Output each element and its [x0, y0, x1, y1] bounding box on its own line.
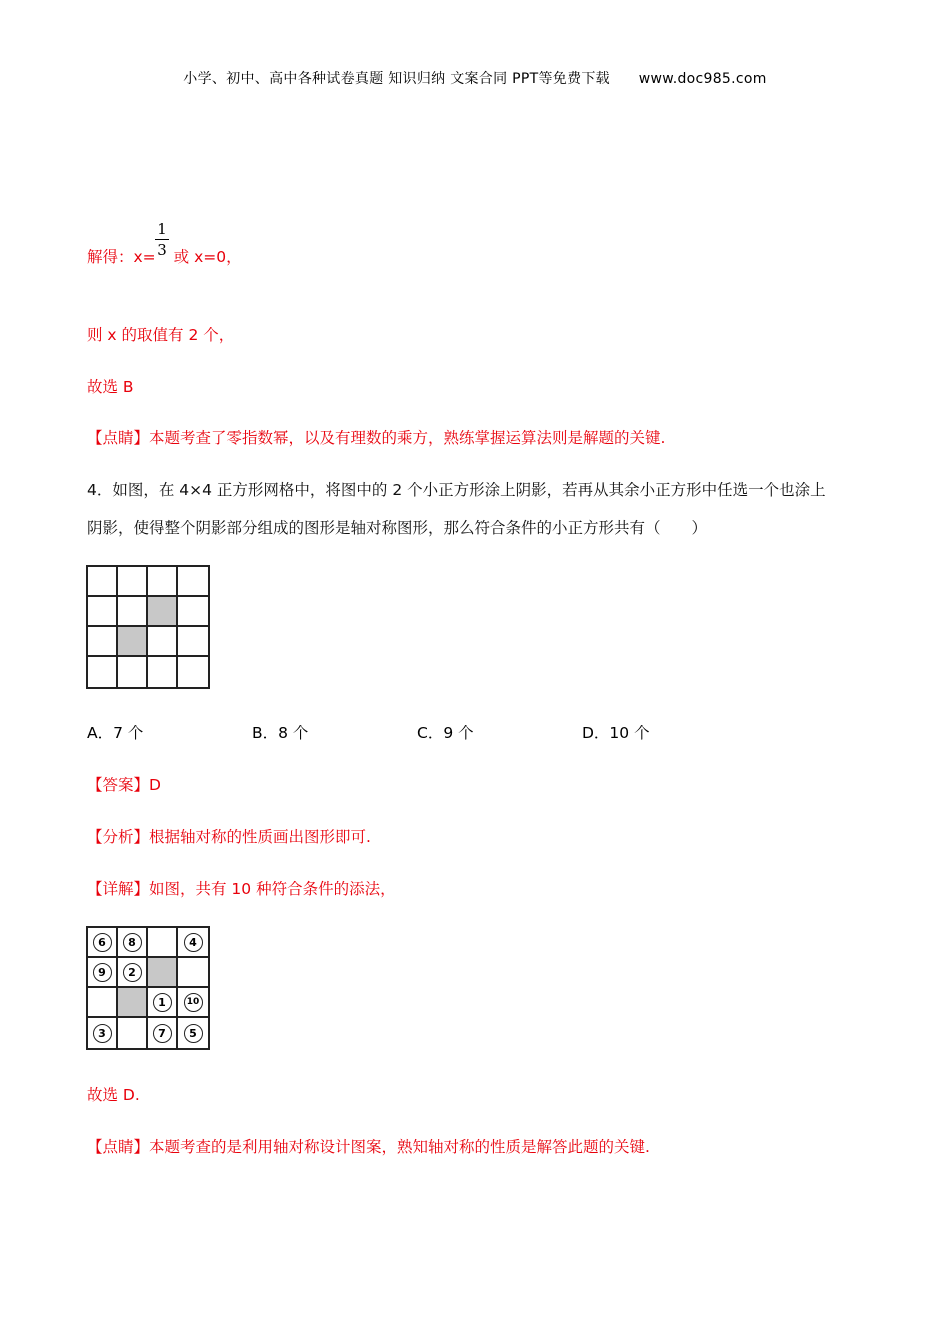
option-b[interactable]: B．8 个: [252, 724, 309, 742]
grid-cell-shaded: [148, 958, 178, 988]
circled-number: 1: [153, 993, 172, 1012]
grid-cell: [148, 567, 178, 597]
comment-line-prev: 【点睛】本题考查了零指数幂，以及有理数的乘方，熟练掌握运算法则是解题的关键.: [87, 429, 666, 447]
grid-cell: [148, 988, 178, 1018]
circled-number: 6: [93, 933, 112, 952]
grid-cell: [118, 958, 148, 988]
grid-cell: [88, 597, 118, 627]
detail-line: 【详解】如图，共有 10 种符合条件的添法，: [87, 880, 396, 898]
grid-cell: [178, 1018, 208, 1048]
solve-prefix: 解得：x=: [87, 248, 156, 266]
grid-cell: [178, 988, 208, 1018]
choose-line-prev: 故选 B: [87, 378, 134, 396]
grid-cell-shaded: [148, 597, 178, 627]
circled-number: 3: [93, 1024, 112, 1043]
circled-number: 10: [184, 993, 203, 1012]
grid-cell: [88, 988, 118, 1018]
count-line: 则 x 的取值有 2 个，: [87, 326, 235, 344]
solve-line: [87, 246, 242, 268]
choose-line: 故选 D.: [87, 1086, 140, 1104]
page-header: [0, 68, 950, 88]
fraction-bar: [155, 239, 169, 240]
circled-number: 5: [184, 1024, 203, 1043]
grid-cell: [178, 657, 208, 687]
option-a[interactable]: A．7 个: [87, 724, 144, 742]
grid-cell: [178, 567, 208, 597]
header-text: 小学、初中、高中各种试卷真题 知识归纳 文案合同 PPT等免费下载: [183, 71, 610, 87]
grid-cell-shaded: [118, 988, 148, 1018]
circled-number: 4: [184, 933, 203, 952]
question4-line1: 4．如图，在 4×4 正方形网格中，将图中的 2 个小正方形涂上阴影，若再从其余小正方形中任选一个也涂上: [87, 481, 826, 499]
option-c[interactable]: C．9 个: [417, 724, 474, 742]
question-grid: [86, 565, 210, 689]
grid-cell: [148, 928, 178, 958]
grid-cell: [88, 627, 118, 657]
grid-cell: [118, 597, 148, 627]
comment-line: 【点睛】本题考查的是利用轴对称设计图案，熟知轴对称的性质是解答此题的关键.: [87, 1138, 650, 1156]
analysis-line: 【分析】根据轴对称的性质画出图形即可.: [87, 828, 371, 846]
grid-cell: [178, 958, 208, 988]
grid-cell: [148, 1018, 178, 1048]
grid-cell: [88, 567, 118, 597]
grid-cell: [178, 627, 208, 657]
grid-cell: [118, 657, 148, 687]
question4-line2: 阴影，使得整个阴影部分组成的图形是轴对称图形，那么符合条件的小正方形共有（ ）: [87, 519, 708, 537]
circled-number: 7: [153, 1024, 172, 1043]
grid-cell: [88, 657, 118, 687]
answer-grid: [86, 926, 210, 1050]
grid-cell-shaded: [118, 627, 148, 657]
fraction-denominator: 3: [157, 241, 167, 259]
grid-cell: [148, 627, 178, 657]
circled-number: 9: [93, 963, 112, 982]
grid-cell: [178, 928, 208, 958]
grid-cell: [118, 567, 148, 597]
header-url[interactable]: www.doc985.com: [638, 71, 767, 87]
grid-cell: [178, 597, 208, 627]
answer-line: 【答案】D: [87, 776, 161, 794]
grid-cell: [118, 928, 148, 958]
circled-number: 8: [123, 933, 142, 952]
fraction-numerator: 1: [157, 220, 167, 238]
option-d[interactable]: D．10 个: [582, 724, 650, 742]
grid-cell: [148, 657, 178, 687]
grid-cell: [88, 1018, 118, 1048]
grid-cell: [88, 958, 118, 988]
circled-number: 2: [123, 963, 142, 982]
grid-cell: [88, 928, 118, 958]
solve-suffix: 或 x=0，: [173, 248, 242, 266]
grid-cell: [118, 1018, 148, 1048]
